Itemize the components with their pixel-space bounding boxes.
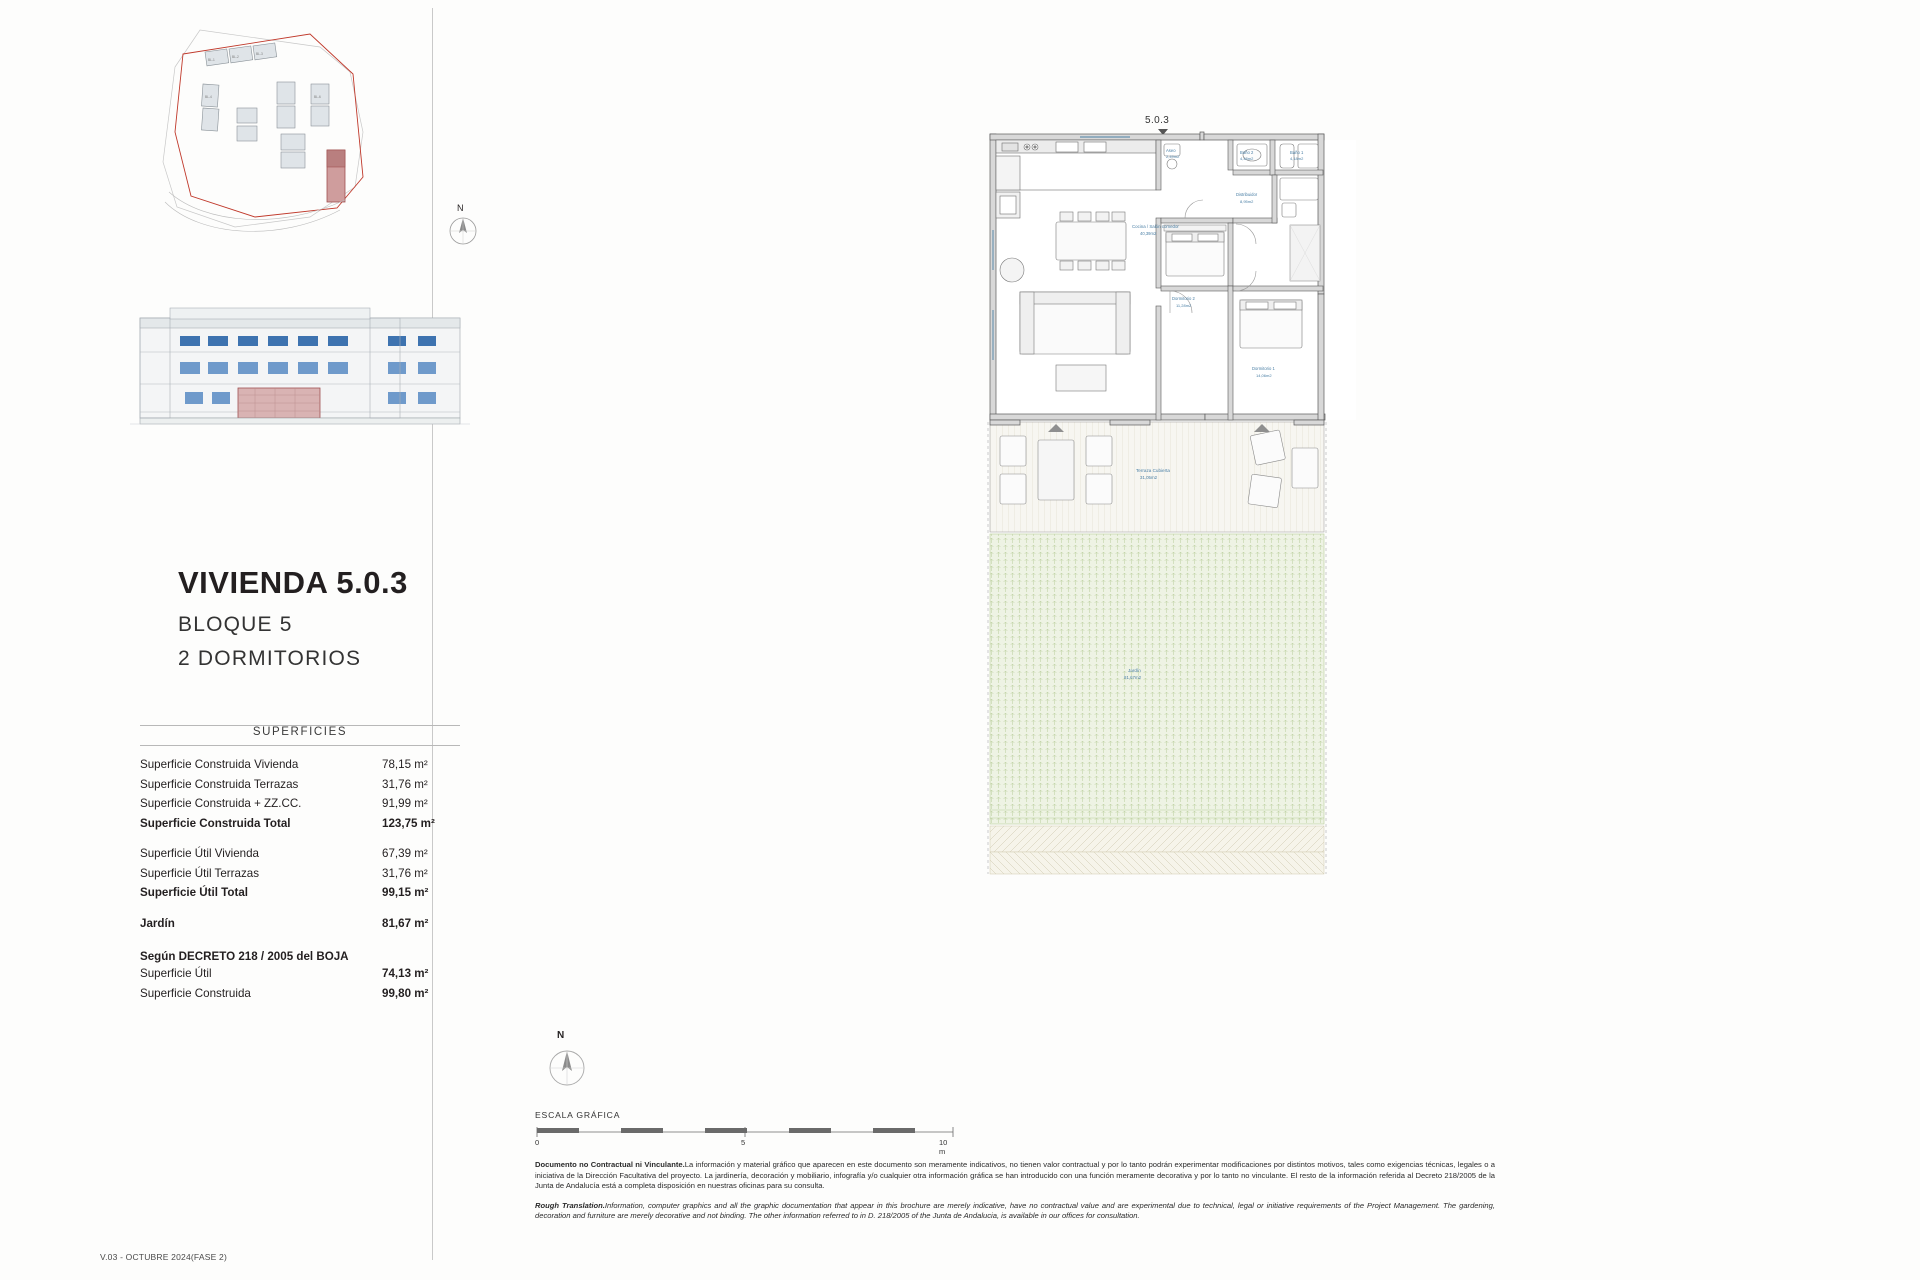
plan-unit-code: 5.0.3 <box>1145 115 1170 126</box>
row-label: Superficie Útil Total <box>140 886 249 899</box>
svg-text:BL-1: BL-1 <box>208 58 215 62</box>
scale-tick: 10 m <box>939 1138 948 1156</box>
row-value: 31,76 m² <box>382 777 428 791</box>
row-label: Superficie Útil Vivienda <box>140 847 260 860</box>
surfaces-header: SUPERFICIES <box>252 726 348 738</box>
surfaces-group-usable <box>140 844 460 903</box>
row-label: Superficie Construida + ZZ.CC. <box>140 797 302 810</box>
svg-text:Cocina / Salón comedor: Cocina / Salón comedor <box>1132 224 1179 229</box>
table-row <box>140 775 460 795</box>
site-plan-key <box>105 12 405 242</box>
north-label: N <box>557 1030 565 1041</box>
svg-text:Distribuidor: Distribuidor <box>1236 192 1258 197</box>
page-title: VIVIENDA 5.0.3 <box>178 565 408 600</box>
svg-text:40,39m2: 40,39m2 <box>1140 231 1157 236</box>
svg-text:Dormitorio 2: Dormitorio 2 <box>1172 296 1195 301</box>
svg-text:Terraza Cubierta: Terraza Cubierta <box>1136 468 1170 473</box>
svg-text:Baño 2: Baño 2 <box>1240 150 1254 155</box>
surfaces-group-built <box>140 755 460 833</box>
svg-text:2,49m2: 2,49m2 <box>1166 154 1180 159</box>
svg-text:31,05m2: 31,05m2 <box>1140 475 1158 480</box>
table-row <box>140 844 460 864</box>
legal-spanish-text: La información y material gráfico que aparecen en este documento son meramente indicativos, no tienen valor contractual y por lo tanto podrán experimentar modificaciones por distintos motivos, tales como exigencias técnicas, legales o a iniciativa de la Dirección Facultativa del proyecto. La jardinería, decoración y mobiliario, infografía y/o cualquier otra información gráfica se han introducido con una función meramente decorativa y por lo tanto no vinculante. El resto de la información referida al Decreto 218/2005 de la Junta de Andalucía está a completa disposición en nuestras oficinas para su consulta. <box>535 1160 1495 1191</box>
svg-text:4,18m2: 4,18m2 <box>1290 156 1304 161</box>
svg-text:BL-3: BL-3 <box>256 52 263 56</box>
table-row <box>140 814 460 834</box>
row-label: Superficie Construida <box>140 986 251 1000</box>
left-column <box>50 0 464 1280</box>
row-label: Superficie Útil <box>140 967 212 980</box>
table-row <box>140 864 460 884</box>
north-indicator-small <box>445 205 485 250</box>
svg-text:8,95m2: 8,95m2 <box>1240 199 1254 204</box>
svg-text:14,06m2: 14,06m2 <box>1256 373 1272 378</box>
row-value: 99,80 m² <box>382 986 429 1000</box>
row-value: 31,76 m² <box>382 866 428 880</box>
svg-text:11,28m2: 11,28m2 <box>1176 303 1192 308</box>
row-value: 123,75 m² <box>382 816 435 830</box>
row-label: Superficie Construida Terrazas <box>140 777 299 791</box>
scale-tick: 5 <box>741 1138 746 1147</box>
version-footer: V.03 - OCTUBRE 2024(FASE 2) <box>100 1252 227 1262</box>
north-indicator <box>545 1030 605 1100</box>
svg-text:BL-6: BL-6 <box>314 95 321 99</box>
row-value: 99,15 m² <box>382 886 429 899</box>
svg-text:81,67m2: 81,67m2 <box>1124 675 1142 680</box>
legal-english-text: Information, computer graphics and all the graphic documentation that appear in this brochure are merely indicative, have no contractual value and are experimental due to technical, legal or initiative requirements of the Project Management. The gardening, decoration and furniture are merely decorative and not binding. The other information referred to in D. 218/2005 of the Junta de Andalucia, is available in our offices for consultation. <box>535 1200 1495 1221</box>
svg-text:Dormitorio 1: Dormitorio 1 <box>1252 366 1275 371</box>
title-block <box>178 565 478 671</box>
row-value: 81,67 m² <box>382 916 429 930</box>
surfaces-group-garden <box>140 914 460 934</box>
block-subtitle: BLOQUE 5 <box>178 612 293 636</box>
row-value: 74,13 m² <box>382 967 429 980</box>
row-label: Superficie Útil Terrazas <box>140 866 259 880</box>
row-label: Jardín <box>140 916 175 930</box>
scale-tick: 0 <box>535 1138 540 1147</box>
graphic-scale <box>535 1110 955 1156</box>
table-row <box>140 794 460 814</box>
table-row <box>140 914 460 934</box>
table-row <box>140 755 460 775</box>
svg-text:Baño 1: Baño 1 <box>1290 150 1304 155</box>
row-value: 78,15 m² <box>382 758 428 771</box>
building-elevation <box>130 300 470 440</box>
row-label: Superficie Construida Total <box>140 816 291 830</box>
surfaces-rule-under <box>140 745 460 746</box>
north-label-small: N <box>457 203 464 213</box>
scale-bar <box>535 1126 955 1138</box>
bedrooms-subtitle: 2 DORMITORIOS <box>178 646 362 670</box>
scale-title: ESCALA GRÁFICA <box>535 1110 621 1120</box>
svg-text:Jardín: Jardín <box>1128 668 1141 673</box>
decreto-title: Según DECRETO 218 / 2005 del BOJA <box>140 950 349 963</box>
svg-text:Aseo: Aseo <box>1166 148 1176 153</box>
row-value: 91,99 m² <box>382 797 428 810</box>
svg-text:BL-2: BL-2 <box>232 55 239 59</box>
row-value: 67,39 m² <box>382 847 428 860</box>
legal-english-bold: Rough Translation. <box>535 1200 605 1210</box>
surfaces-group-decreto <box>140 964 460 1003</box>
row-label: Superficie Construida Vivienda <box>140 758 299 771</box>
svg-text:BL-4: BL-4 <box>205 95 212 99</box>
svg-text:4,48m2: 4,48m2 <box>1240 156 1254 161</box>
legal-spanish <box>535 1160 1495 1192</box>
table-row <box>140 984 460 1004</box>
surfaces-table <box>140 725 460 1003</box>
floor-plan <box>960 110 1520 1030</box>
table-row <box>140 883 460 903</box>
scale-tick-labels <box>535 1138 955 1156</box>
legal-english <box>535 1201 1495 1222</box>
table-row <box>140 964 460 984</box>
legal-spanish-bold: Documento no Contractual ni Vinculante. <box>535 1160 685 1169</box>
legal-disclaimer <box>535 1160 1495 1231</box>
